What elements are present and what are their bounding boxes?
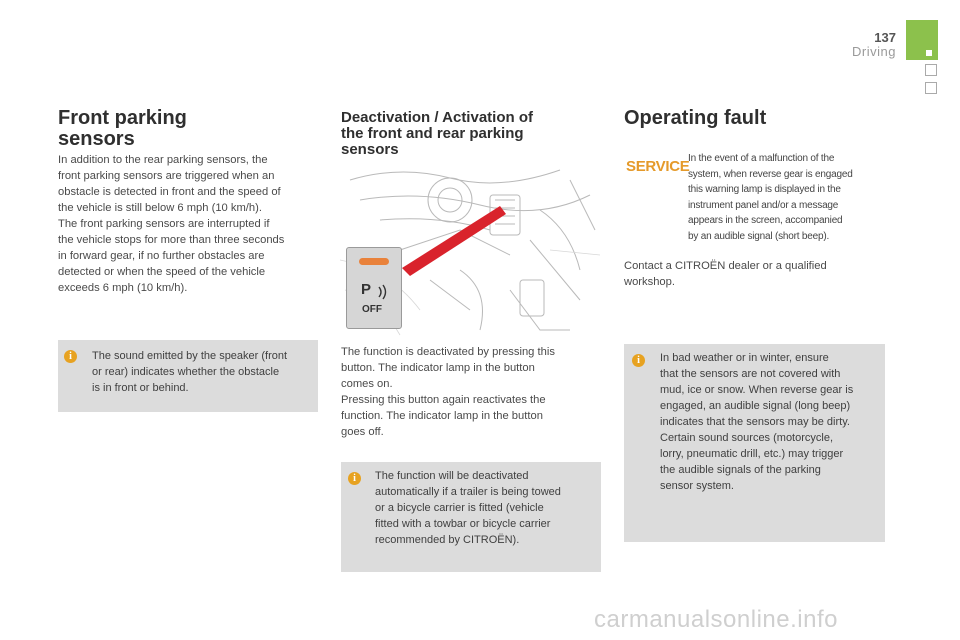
chapter-box-2: [925, 82, 937, 94]
section-label: Driving: [852, 44, 896, 59]
indicator-lamp: [359, 258, 389, 265]
info-icon: i: [632, 354, 645, 367]
pointer-arrow: [402, 206, 506, 276]
deactivation-paragraph: The function is deactivated by pressing this button. The indicator lamp in the button comes on. Pressing this button again reactivates the function. The indicator lamp in the button goes off.: [341, 346, 555, 438]
info-icon: i: [64, 350, 77, 363]
operating-fault-title: Operating fault: [624, 107, 767, 129]
service-warning-icon: SERVICE: [626, 158, 690, 175]
watermark: carmanualsonline.info: [594, 606, 838, 633]
info-icon: i: [348, 472, 361, 485]
parking-sensor-button: [346, 247, 402, 329]
page-number: 137: [874, 30, 896, 45]
info-box-speaker: i The sound emitted by the speaker (front or rear) indicates whether the obstacle is in front or behind.: [58, 340, 318, 412]
chapter-tab: [906, 20, 938, 60]
parking-p-icon: P: [361, 281, 372, 298]
info-box-weather: i In bad weather or in winter, ensure that the sensors are not covered with mud, ice or snow. When reverse gear is engaged, an audible signal (long beep) indicates that the sensors may be dirty. Certain sound sources (motorcycle, lorry, pneumatic drill, etc.) may trigger the audible signals of the parking sensor system.: [624, 344, 885, 542]
chapter-tab-marker: [926, 50, 932, 56]
deactivation-title: Deactivation / Activation of the front and rear parking sensors: [341, 109, 533, 158]
sensor-waves-icon: [376, 284, 390, 300]
info-box-trailer: i The function will be deactivated automatically if a trailer is being towed or a bicycle carrier is fitted (vehicle fitted with a towbar or bicycle carrier recommended by CITROËN).: [341, 462, 601, 572]
chapter-box-1: [925, 64, 937, 76]
service-warning-text: In the event of a malfunction of the system, when reverse gear is engaged this warning lamp is displayed in the instrument panel and/or a message appears in the screen, accompanied by an audible signal (short beep).: [688, 153, 853, 242]
off-label: OFF: [362, 304, 382, 315]
front-sensors-paragraph: In addition to the rear parking sensors, the front parking sensors are triggered when an obstacle is detected in front and the speed of the vehicle is still below 6 mph (10 km/h). The front parking sensors are interrupted if the vehicle stops for more than three seconds in forward gear, if no further obstacles are detected or when the speed of the vehicle exceeds 6 mph (10 km/h).: [58, 154, 285, 294]
front-sensors-title: Front parking sensors: [58, 107, 187, 150]
dealer-paragraph: Contact a CITROËN dealer or a qualified workshop.: [624, 260, 827, 288]
